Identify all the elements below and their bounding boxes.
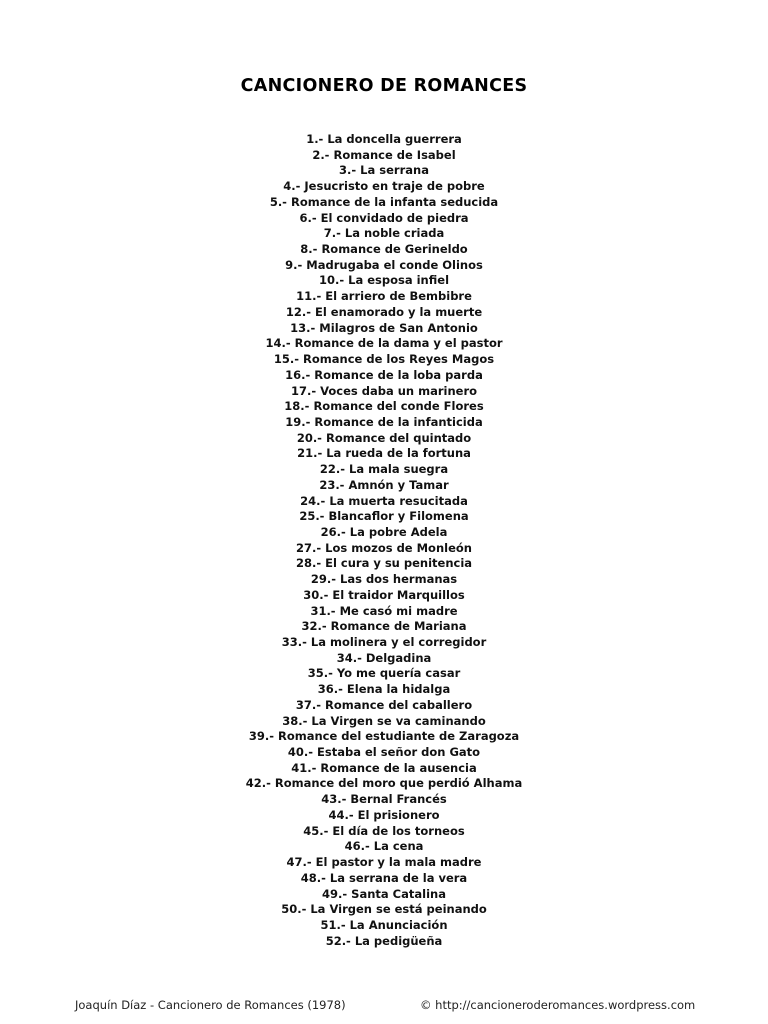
toc-entry: 4.- Jesucristo en traje de pobre: [283, 179, 485, 194]
toc-entry: 40.- Estaba el señor don Gato: [287, 745, 481, 760]
toc-entry: 17.- Voces daba un marinero: [290, 383, 478, 398]
toc-entry: 33.- La molinera y el corregidor: [281, 635, 487, 649]
toc-entry: 47.- El pastor y la mala madre: [286, 855, 482, 870]
table-of-contents: [0, 132, 768, 949]
toc-entry: 28.- El cura y su penitencia: [295, 556, 473, 571]
toc-entry: 7.- La noble criada: [323, 226, 445, 241]
toc-entry: 46.- La cena: [344, 839, 424, 854]
toc-entry: 13.- Milagros de San Antonio: [290, 320, 478, 335]
toc-entry: 25.- Blancaflor y Filomena: [299, 509, 469, 524]
toc-entry: 21.- La rueda de la fortuna: [297, 446, 471, 461]
toc-entry: 32.- Romance de Mariana: [301, 619, 467, 634]
toc-entry: 48.- La serrana de la vera: [300, 870, 468, 885]
toc-entry: 35.- Yo me quería casar: [307, 666, 461, 681]
toc-entry: 37.- Romance del caballero: [295, 697, 473, 712]
toc-entry: 49.- Santa Catalina: [322, 886, 446, 901]
toc-entry: 5.- Romance de la infanta seducida: [269, 194, 499, 209]
toc-entry: 9.- Madrugaba el conde Olinos: [285, 257, 483, 272]
toc-entry: 18.- Romance del conde Flores: [284, 399, 484, 414]
toc-entry: 26.- La pobre Adela: [320, 524, 448, 539]
toc-entry: 38.- La Virgen se va caminando: [282, 713, 486, 728]
toc-entry: 50.- La Virgen se está peinando: [281, 902, 487, 917]
toc-entry: 42.- Romance del moro que perdió Alhama: [245, 776, 523, 791]
toc-entry: 8.- Romance de Gerineldo: [300, 242, 468, 257]
document-title: CANCIONERO DE ROMANCES: [240, 76, 528, 96]
toc-entry: 41.- Romance de la ausencia: [291, 760, 477, 775]
toc-entry: 19.- Romance de la infanticida: [285, 414, 483, 429]
toc-entry: 24.- La muerta resucitada: [300, 493, 468, 508]
toc-entry: 6.- El convidado de piedra: [299, 210, 469, 225]
toc-entry: 39.- Romance del estudiante de Zaragoza: [248, 729, 520, 744]
toc-entry: 27.- Los mozos de Monleón: [296, 540, 472, 555]
toc-entry: 12.- El enamorado y la muerte: [285, 304, 483, 319]
toc-entry: 30.- El traidor Marquillos: [303, 587, 465, 602]
toc-entry: 34.- Delgadina: [336, 650, 432, 665]
toc-entry: 44.- El prisionero: [328, 807, 440, 822]
toc-entry: 15.- Romance de los Reyes Magos: [273, 352, 495, 367]
footer-website-link[interactable]: © http://cancioneroderomances.wordpress.com: [420, 998, 696, 1012]
toc-entry: 14.- Romance de la dama y el pastor: [265, 336, 503, 351]
toc-entry: 36.- Elena la hidalga: [317, 682, 451, 697]
toc-entry: 43.- Bernal Francés: [321, 792, 447, 807]
toc-entry: 51.- La Anunciación: [320, 917, 448, 932]
toc-entry: 2.- Romance de Isabel: [312, 147, 456, 162]
toc-entry: 22.- La mala suegra: [319, 462, 449, 477]
toc-entry: 23.- Amnón y Tamar: [319, 477, 449, 492]
toc-entry: 31.- Me casó mi madre: [310, 603, 458, 618]
toc-entry: 3.- La serrana: [339, 163, 429, 178]
toc-entry: 29.- Las dos hermanas: [310, 572, 458, 587]
toc-entry: 45.- El día de los torneos: [303, 823, 465, 838]
toc-entry: 1.- La doncella guerrera: [306, 132, 462, 146]
footer-author-credit: Joaquín Díaz - Cancionero de Romances (1978): [75, 998, 346, 1012]
toc-entry: 52.- La pedigüeña: [325, 933, 443, 948]
toc-entry: 11.- El arriero de Bembibre: [296, 289, 472, 304]
toc-entry: 20.- Romance del quintado: [296, 430, 472, 445]
toc-entry: 16.- Romance de la loba parda: [285, 367, 483, 382]
toc-entry: 10.- La esposa infiel: [318, 273, 450, 288]
